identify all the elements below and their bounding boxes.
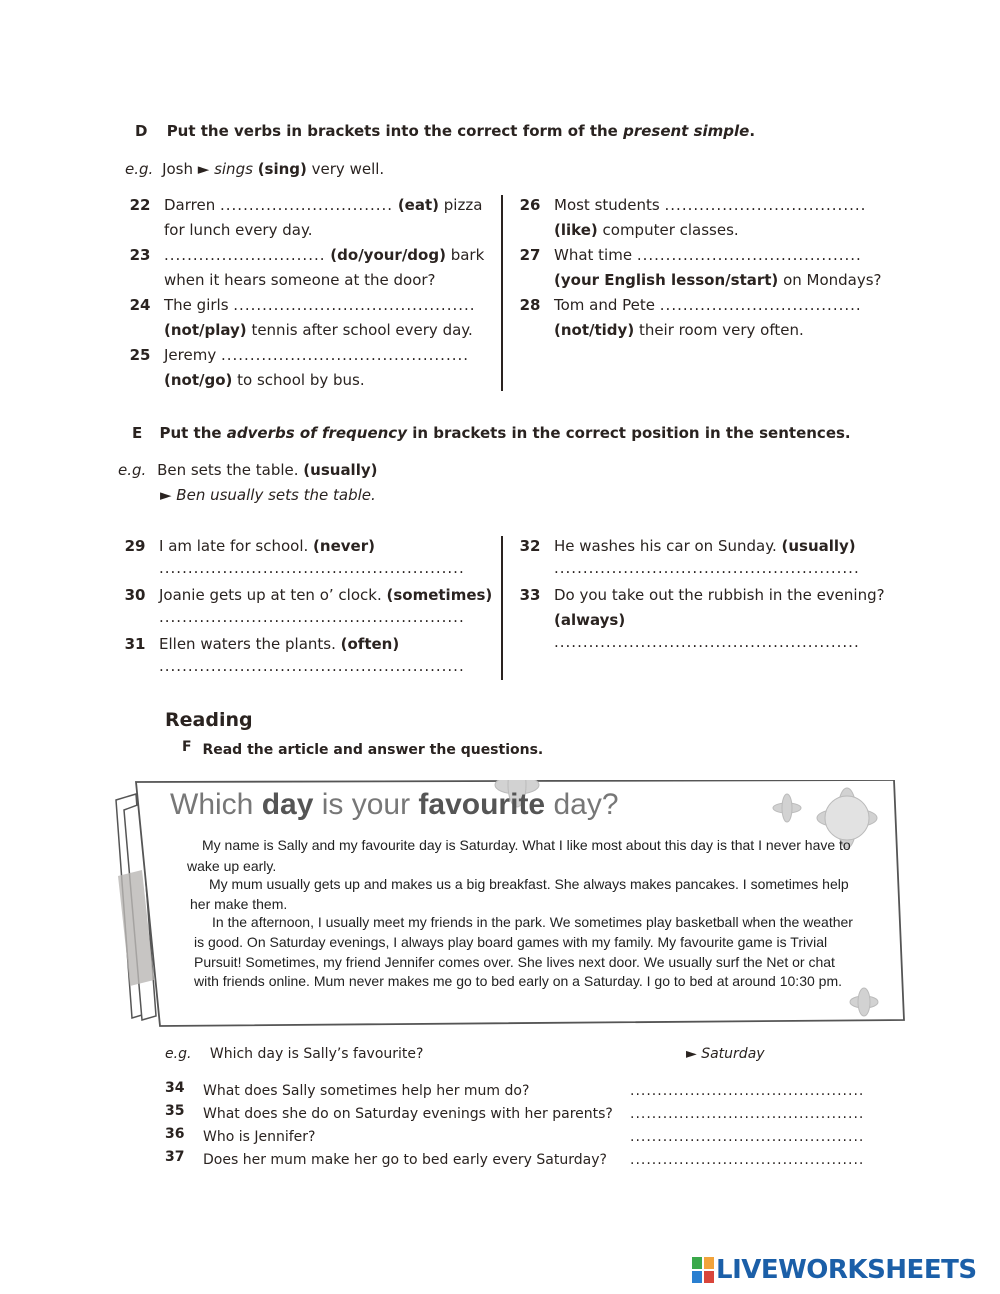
example-post: very well. [306, 160, 385, 178]
item-number: 29 [124, 537, 146, 555]
item-verb: (not/go) [164, 371, 233, 389]
article-title [170, 788, 619, 822]
item-verb: (eat) [397, 196, 440, 214]
item-number: 27 [519, 246, 541, 264]
answer-dots[interactable]: ................................... [659, 296, 862, 314]
item-text: Most students [554, 196, 665, 214]
question-text: What does Sally sometimes help her mum do? [203, 1083, 530, 1099]
question-number: 34 [165, 1080, 185, 1096]
instruction-italic: adverbs of frequency [226, 424, 407, 442]
item-text-post: computer classes. [597, 221, 739, 239]
item-line2 [554, 318, 804, 343]
answer-dots[interactable]: ..................................................... [554, 559, 860, 577]
example-sentence: Ben sets the table. [157, 461, 304, 479]
list-item [515, 583, 895, 663]
item-text-post: bark [445, 246, 485, 264]
brand-name: LIVEWORKSHEETS [716, 1255, 977, 1285]
item-line1 [164, 293, 476, 318]
item-number: 31 [124, 635, 146, 653]
item-line1 [554, 293, 862, 318]
list-item [125, 243, 495, 293]
item-number: 23 [129, 246, 151, 264]
example-verb: (sing) [257, 160, 307, 178]
reading-example [165, 1046, 423, 1062]
item-text: Jeremy [164, 346, 221, 364]
question-text: What does she do on Saturday evenings with her parents? [203, 1106, 613, 1122]
answer-dots[interactable]: ........................................... [630, 1083, 865, 1099]
item-verb: (not/tidy) [554, 321, 635, 339]
item-text-post: their room very often. [634, 321, 804, 339]
item-text-post: tennis after school every day. [246, 321, 473, 339]
question-text: Who is Jennifer? [203, 1129, 316, 1145]
item-line1 [554, 193, 866, 218]
item-text: Tom and Pete [554, 296, 660, 314]
item-text: Ellen waters the plants. [159, 635, 341, 653]
item-number: 32 [519, 537, 541, 555]
question-text: Does her mum make her go to bed early every Saturday? [203, 1152, 607, 1168]
item-adverb: (usually) [781, 537, 856, 555]
item-line2 [164, 368, 365, 393]
section-letter: F [182, 739, 192, 755]
answer-dots[interactable]: ........................................... [630, 1129, 865, 1145]
article-line: is good. On Saturday evenings, I always play board games with my family. My favourite game is Trivial [194, 934, 828, 950]
item-adverb: (never) [313, 537, 375, 555]
article-card [112, 780, 907, 1030]
item-adverb: (often) [340, 635, 400, 653]
instruction-text: Put the verbs in brackets into the correct form of the [166, 122, 624, 140]
answer-dots[interactable]: ........................................... [630, 1106, 865, 1122]
section-e-left-column [120, 534, 495, 681]
section-letter: E [132, 424, 143, 442]
list-item [515, 293, 895, 343]
item-line1 [164, 243, 484, 268]
item-text-post: to school by bus. [232, 371, 365, 389]
item-line1 [554, 243, 862, 268]
answer-dots[interactable]: ........................................... [220, 346, 470, 364]
section-d-example [125, 157, 384, 182]
question-row [165, 1080, 885, 1103]
answer-dots[interactable]: .......................................... [233, 296, 476, 314]
question-number: 37 [165, 1149, 185, 1165]
example-adverb: (usually) [303, 461, 378, 479]
section-e-heading [132, 424, 851, 442]
item-text: What time [554, 246, 637, 264]
instruction-text: Read the article and answer the questions. [202, 742, 544, 758]
list-item [120, 632, 495, 681]
item-number: 26 [519, 196, 541, 214]
item-text: Joanie gets up at ten o’ clock. [159, 586, 387, 604]
title-bold-part: favourite [418, 788, 546, 821]
article-line: with friends online. Mum never makes me go to bed early on a Saturday. I go to bed at around 10:30 pm. [194, 973, 842, 989]
item-adverb: (always) [554, 611, 626, 629]
example-pre: Josh ► [162, 160, 215, 178]
title-part: Which [170, 788, 262, 821]
answer-dots[interactable]: ..................................................... [159, 657, 465, 675]
list-item [125, 293, 495, 343]
item-number: 33 [519, 586, 541, 604]
example-label: e.g. [118, 461, 147, 479]
item-verb: (your English lesson/start) [554, 271, 779, 289]
item-line2 [164, 318, 473, 343]
answer-dots[interactable]: ..................................................... [554, 633, 860, 651]
question-row [165, 1103, 885, 1126]
item-text-post: pizza [439, 196, 483, 214]
list-item [515, 534, 895, 583]
column-divider [501, 195, 503, 391]
reading-questions [165, 1080, 885, 1172]
instruction-end: . [749, 122, 756, 140]
article-line: My name is Sally and my favourite day is Saturday. What I like most about this day is that I never have to [202, 837, 851, 853]
answer-dots[interactable]: .............................. [220, 196, 394, 214]
item-line2 [554, 268, 882, 293]
article-line: In the afternoon, I usually meet my friends in the park. We sometimes play basketball when the weather [212, 914, 853, 930]
section-letter: D [135, 122, 148, 140]
article-line: her make them. [190, 896, 288, 912]
article-line: My mum usually gets up and makes us a big breakfast. She always makes pancakes. I sometimes help [209, 876, 849, 892]
example-label: e.g. [125, 160, 154, 178]
item-verb: (do/your/dog) [330, 246, 446, 264]
list-item [125, 343, 495, 393]
section-d-left-column [125, 193, 495, 393]
item-line2: when it hears someone at the door? [164, 271, 436, 289]
instruction-end: in brackets in the correct position in the sentences. [406, 424, 851, 442]
list-item [120, 534, 495, 583]
item-text: The girls [164, 296, 234, 314]
answer-dots[interactable]: ........................................... [630, 1152, 865, 1168]
example-answer: sings [214, 160, 253, 178]
item-text: Darren [164, 196, 220, 214]
item-number: 28 [519, 296, 541, 314]
item-line1 [164, 193, 482, 218]
brand-logo[interactable] [692, 1255, 977, 1285]
item-line2 [554, 218, 739, 243]
section-d-right-column [515, 193, 895, 343]
section-d-heading [135, 122, 755, 140]
column-divider [501, 536, 503, 680]
list-item [120, 583, 495, 632]
item-text-post: on Mondays? [778, 271, 882, 289]
example-label: e.g. [165, 1046, 192, 1062]
example-answer: ► Saturday [686, 1046, 765, 1062]
item-text: He washes his car on Sunday. [554, 537, 782, 555]
section-e-right-column [515, 534, 895, 663]
instruction-italic: present simple [623, 122, 750, 140]
list-item [515, 193, 895, 243]
answer-dots[interactable]: ..................................................... [159, 559, 465, 577]
item-verb: (not/play) [164, 321, 247, 339]
answer-dots[interactable]: ............................ [164, 246, 326, 264]
section-e-example [118, 458, 377, 483]
section-f-heading [182, 739, 544, 758]
list-item [515, 243, 895, 293]
list-item [125, 193, 495, 243]
item-adverb: (sometimes) [386, 586, 493, 604]
question-row [165, 1126, 885, 1149]
item-text: Do you take out the rubbish in the evening? [554, 586, 885, 604]
instruction-text: Put the [159, 424, 227, 442]
item-line1 [164, 343, 469, 368]
article-line: wake up early. [187, 858, 277, 874]
item-number: 22 [129, 196, 151, 214]
question-row [165, 1149, 885, 1172]
title-part: day? [545, 788, 619, 821]
example-answer: ► Ben usually sets the table. [160, 486, 376, 504]
example-question: Which day is Sally’s favourite? [209, 1046, 424, 1062]
item-verb: (like) [554, 221, 598, 239]
item-number: 24 [129, 296, 151, 314]
item-line2: for lunch every day. [164, 221, 313, 239]
answer-dots[interactable]: ..................................................... [159, 608, 465, 626]
question-number: 36 [165, 1126, 185, 1142]
item-number: 25 [129, 346, 151, 364]
reading-title: Reading [165, 709, 253, 731]
title-part: is your [313, 788, 419, 821]
item-text: I am late for school. [159, 537, 314, 555]
brand-icon [692, 1257, 714, 1283]
answer-dots[interactable]: ....................................... [636, 246, 862, 264]
title-bold-part: day [261, 788, 314, 821]
question-number: 35 [165, 1103, 185, 1119]
item-number: 30 [124, 586, 146, 604]
article-line: Pursuit! Sometimes, my friend Jennifer comes over. She lives next door. We usually surf the Net or chat [194, 954, 835, 970]
answer-dots[interactable]: ................................... [664, 196, 867, 214]
